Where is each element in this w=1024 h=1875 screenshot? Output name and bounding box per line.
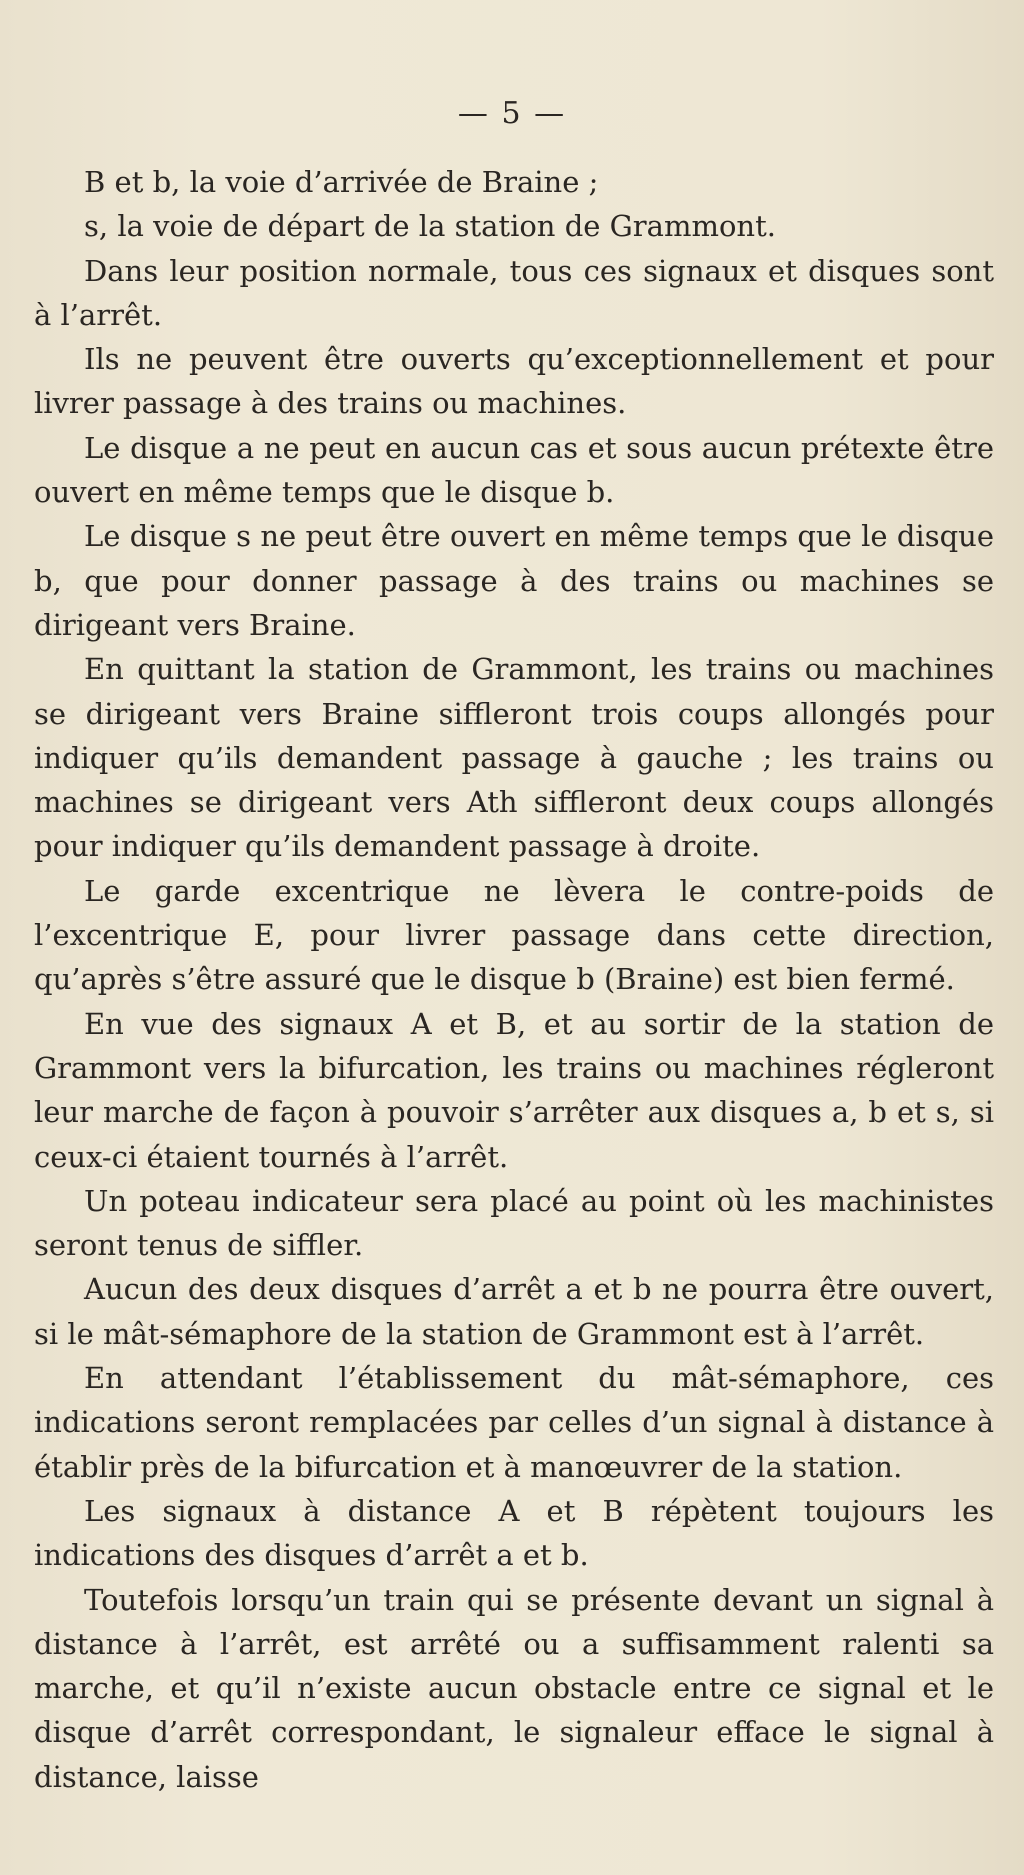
- paragraph: Un poteau indicateur sera placé au point où les machinistes seront tenus de siffler.: [34, 1183, 994, 1263]
- paragraph: En attendant l’établissement du mât-sémaphore, ces indications seront remplacées par celles d’un signal à distance à établir près de la bifurcation et à manœuvrer de la station.: [34, 1361, 994, 1484]
- paragraph: Ils ne peuvent être ouverts qu’exceptionnellement et pour livrer passage à des trains ou machines.: [34, 342, 994, 421]
- paragraph: Les signaux à distance A et B répètent toujours les indications des disques d’arrêt a et b.: [34, 1493, 994, 1573]
- paragraph: En quittant la station de Grammont, les trains ou machines se dirigeant vers Braine siffleront trois coups allongés pour indiquer qu’ils demandent passage à gauche ; les trains ou machines se dirigeant vers Ath siffleront deux coups allongés pour indiquer qu’ils demandent passage à droite.: [34, 652, 994, 864]
- paragraph: Le garde excentrique ne lèvera le contre-poids de l’excentrique E, pour livrer passage dans cette direction, qu’après s’être assuré que le disque b (Braine) est bien fermé.: [34, 873, 994, 997]
- paragraph: Aucun des deux disques d’arrêt a et b ne pourra être ouvert, si le mât-sémaphore de la station de Grammont est à l’arrêt.: [34, 1272, 994, 1351]
- paragraph: Le disque a ne peut en aucun cas et sous aucun prétexte être ouvert en même temps que le disque b.: [34, 430, 994, 510]
- paragraph: s, la voie de départ de la station de Grammont.: [84, 209, 776, 244]
- paragraph: En vue des signaux A et B, et au sortir de la station de Grammont vers la bifurcation, les trains ou machines régleront leur marche de façon à pouvoir s’arrêter aux disques a, b et s, si ceux-ci étaient tournés à l’arrêt.: [34, 1006, 994, 1174]
- page-number: — 5 —: [457, 96, 567, 131]
- body-text: [34, 160, 994, 1799]
- paragraph: Toutefois lorsqu’un train qui se présente devant un signal à distance à l’arrêt, est arrêté ou a suffisamment ralenti sa marche, et qu’il n’existe aucun obstacle entre ce signal et le disque d’arrêt correspondant, le signaleur efface le signal à distance, laisse: [34, 1582, 994, 1794]
- paragraph: Le disque s ne peut être ouvert en même temps que le disque b, que pour donner passage à des trains ou machines se dirigeant vers Braine.: [34, 519, 994, 642]
- paragraph: B et b, la voie d’arrivée de Braine ;: [84, 165, 599, 199]
- paragraph: Dans leur position normale, tous ces signaux et disques sont à l’arrêt.: [34, 253, 994, 332]
